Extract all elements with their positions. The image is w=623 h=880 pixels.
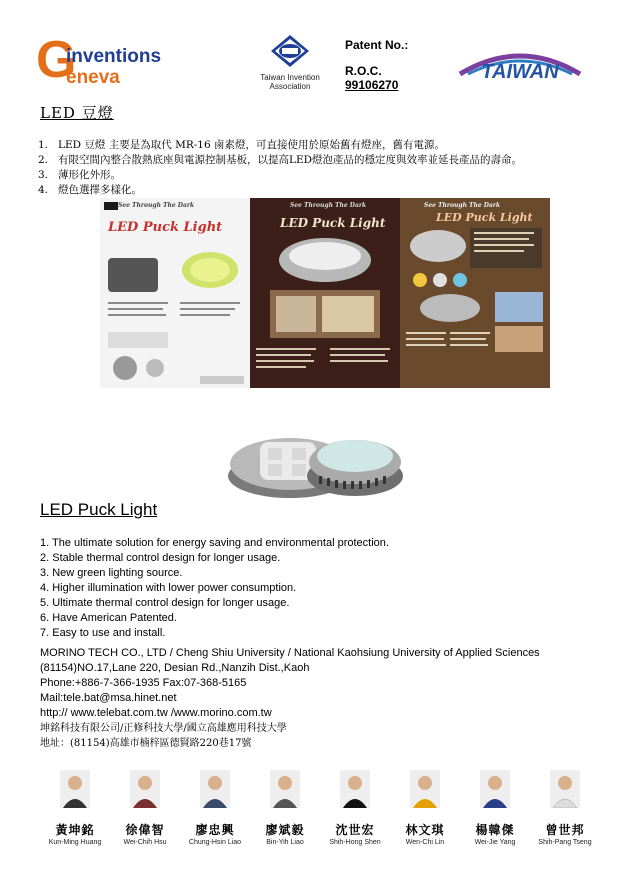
poster-strip: [100, 198, 550, 388]
patent-label: Patent No.:: [345, 38, 409, 52]
puck-light-icon: [215, 414, 415, 504]
person-name-zh: 沈世宏: [335, 823, 375, 837]
person-card: [460, 770, 530, 846]
patent-block: [345, 38, 408, 92]
list-item: 3. 薄形化外形。: [38, 169, 121, 181]
poster-3-tagline: See Through The Dark: [424, 202, 501, 209]
person-card: [390, 770, 460, 846]
english-feature-list: [40, 536, 600, 641]
person-name-en: Bin-Yih Liao: [266, 839, 304, 846]
person-name-en: Wen-Chi Lin: [405, 839, 445, 846]
patent-number: 99106270: [345, 78, 399, 92]
person-name-zh: 廖忠興: [195, 823, 235, 837]
logo-line2: eneva: [66, 67, 120, 88]
list-item: 3. New green lighting source.: [40, 567, 183, 579]
person-name-en: Kun-Ming Huang: [48, 839, 102, 846]
person-photo-icon: [130, 770, 160, 808]
poster-3: [400, 198, 550, 388]
contact-org: MORINO TECH CO., LTD / Cheng Shiu University / National Kaohsiung University of Applied Sciences: [40, 647, 540, 659]
list-item: 4. 燈色選擇多樣化。: [38, 184, 142, 196]
inventions-geneva-logo: [36, 30, 176, 90]
poster-1-tagline: See Through The Dark: [118, 202, 195, 209]
contact-phone: Phone:+886-7-366-1935 Fax:07-368-5165: [40, 677, 247, 689]
person-name-zh: 曾世邦: [545, 823, 585, 837]
poster-1: [100, 198, 250, 388]
list-item: 2. 有限空間內整合散熱底座與電源控制基板，以提高LED燈泡產品的穩定度與效率並延長產品的壽命。: [38, 154, 523, 166]
list-item: 1. LED 豆燈 主要是為取代 MR-16 鹵素燈，可直接使用於原始舊有燈座，舊有電源。: [38, 139, 445, 151]
poster-3-headline: LED Puck Light: [436, 211, 533, 224]
person-photo-icon: [550, 770, 580, 808]
logo-initial: G: [36, 31, 77, 89]
tia-logo: [240, 34, 340, 94]
english-title: LED Puck Light: [40, 500, 158, 519]
person-name-zh: 林文琪: [405, 823, 445, 837]
contact-block: [40, 646, 610, 751]
person-photo-icon: [60, 770, 90, 808]
person-name-en: Wei-Chih Hsu: [123, 839, 167, 846]
person-card: [250, 770, 320, 846]
contact-address-zh: 地址：(81154)高雄市楠梓區德賢路220巷17號: [40, 738, 252, 749]
person-name-en: Chung-Hsin Liao: [188, 839, 242, 846]
list-item: 4. Higher illumination with lower power consumption.: [40, 582, 297, 594]
poster-3-art: [400, 198, 550, 388]
contact-mail: Mail:tele.bat@msa.hinet.net: [40, 692, 177, 704]
person-name-en: Wei-Jie Yang: [474, 839, 516, 846]
person-card: [530, 770, 600, 846]
list-item: 6. Have American Patented.: [40, 612, 177, 624]
patent-country: R.O.C.: [345, 64, 382, 78]
tia-caption: Taiwan Invention Association: [260, 73, 320, 91]
person-card: [180, 770, 250, 846]
puck-light-photo: [215, 414, 415, 504]
list-item: 5. Ultimate thermal control design for longer usage.: [40, 597, 290, 609]
person-name-en: Shih-Hong Shen: [329, 839, 381, 846]
poster-2: [250, 198, 400, 388]
taiwan-logo: [450, 44, 590, 84]
list-item: 2. Stable thermal control design for longer usage.: [40, 552, 281, 564]
person-photo-icon: [200, 770, 230, 808]
person-photo-icon: [270, 770, 300, 808]
contact-web: http:// www.telebat.com.tw /www.morino.com.tw: [40, 707, 272, 719]
person-card: [40, 770, 110, 846]
logo-line1: inventions: [66, 46, 162, 67]
person-photo-icon: [340, 770, 370, 808]
tia-emblem-icon: [270, 34, 310, 68]
poster-2-headline: LED Puck Light: [280, 216, 386, 230]
person-card: [320, 770, 390, 846]
contact-address: (81154)NO.17,Lane 220, Desian Rd.,Nanzih Dist.,Kaoh: [40, 662, 310, 674]
person-name-zh: 徐偉智: [125, 823, 165, 837]
person-name-en: Shih-Pang Tseng: [538, 839, 592, 846]
contact-org-zh: 坤銘科技有限公司/正修科技大學/國立高雄應用科技大學: [40, 723, 287, 734]
list-item: 7. Easy to use and install.: [40, 627, 166, 639]
person-photo-icon: [480, 770, 510, 808]
chinese-feature-list: [38, 138, 598, 198]
taiwan-arch-icon: [450, 44, 590, 84]
person-name-zh: 黃坤銘: [55, 823, 95, 837]
person-name-zh: 楊韓傑: [475, 823, 515, 837]
taiwan-logo-text: TAIWAN: [481, 61, 559, 83]
team-members: [40, 770, 600, 850]
person-card: [110, 770, 180, 846]
person-photo-icon: [410, 770, 440, 808]
person-name-zh: 廖斌毅: [265, 823, 305, 837]
chinese-title: LED 豆燈: [40, 104, 114, 122]
list-item: 1. The ultimate solution for energy saving and environmental protection.: [40, 537, 389, 549]
poster-2-tagline: See Through The Dark: [290, 202, 367, 209]
poster-1-headline: LED Puck Light: [108, 220, 223, 235]
